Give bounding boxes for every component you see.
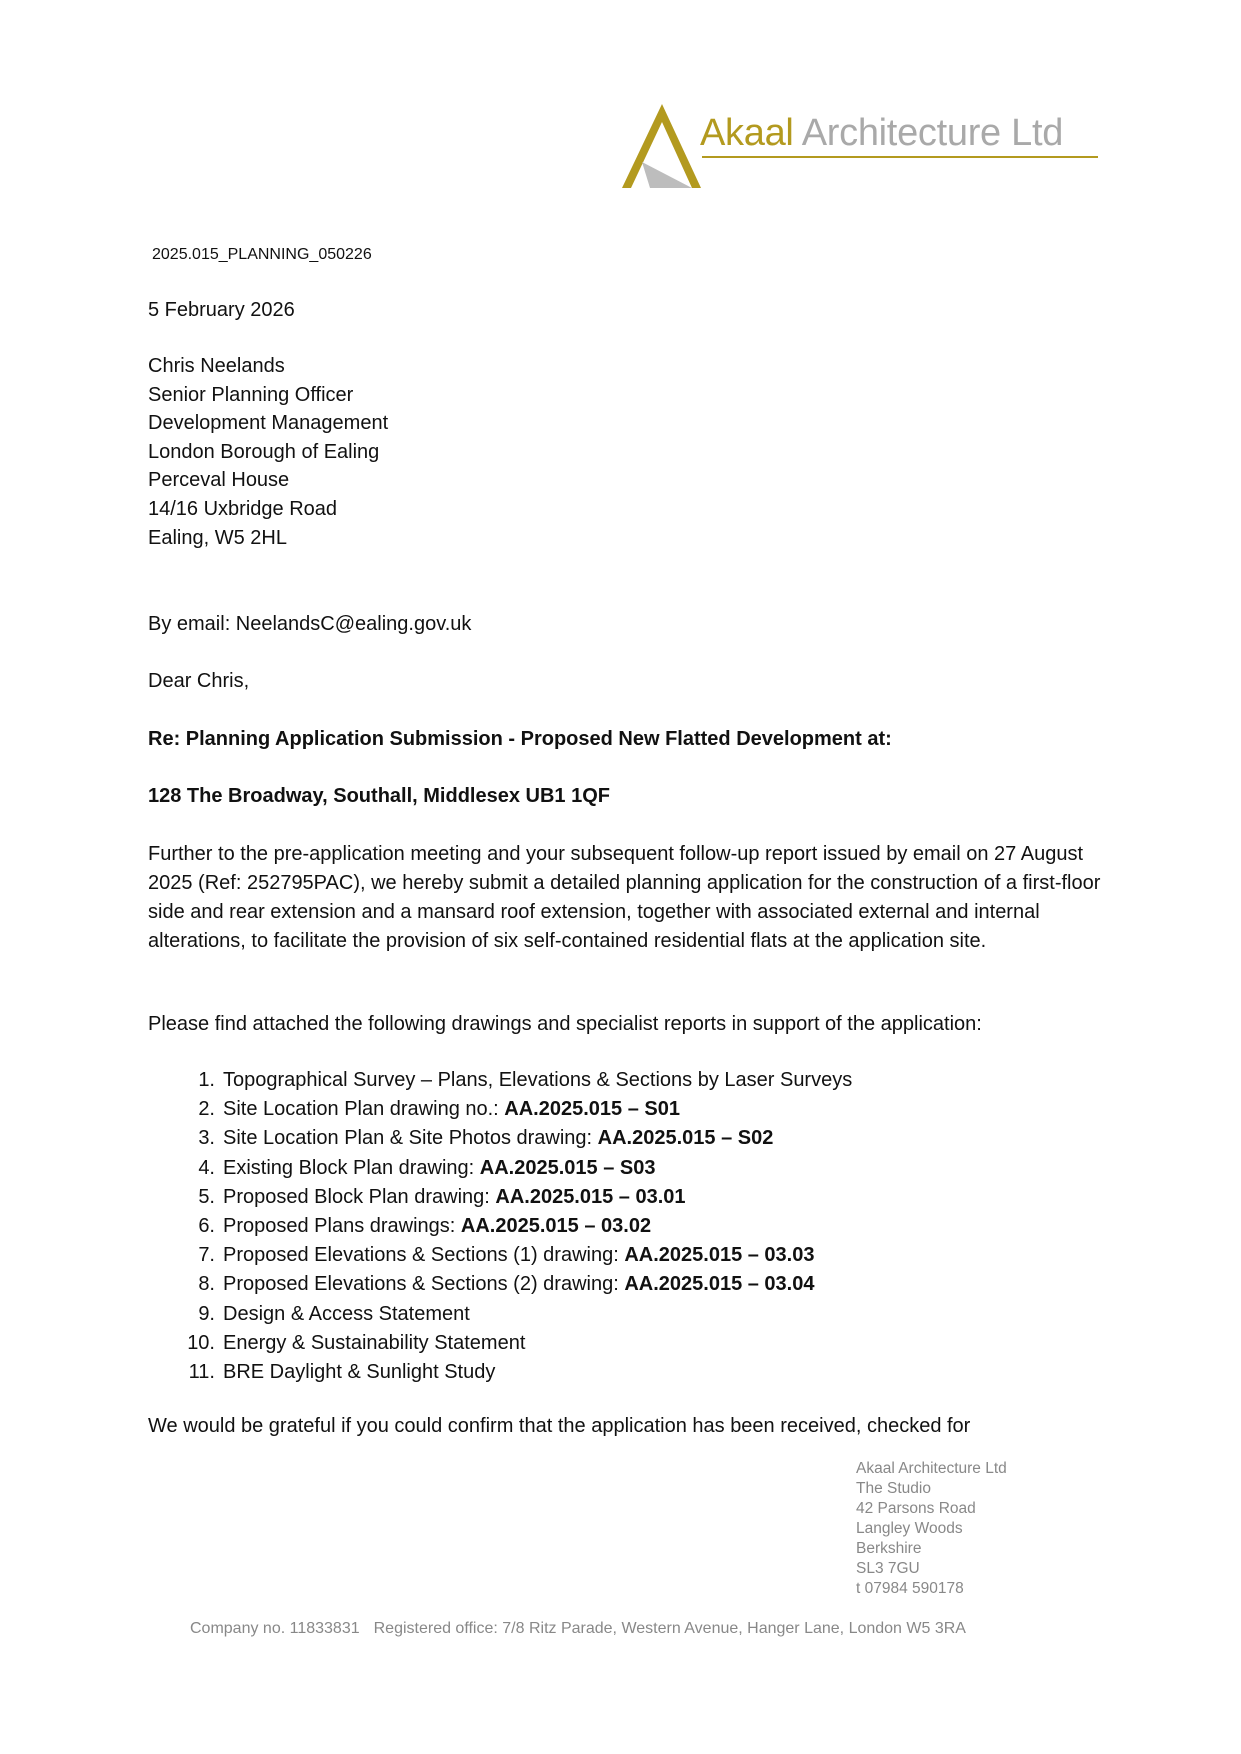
recipient-line: Chris Neelands (148, 355, 285, 377)
list-item: 2. Site Location Plan drawing no.: AA.2025.015 – S01 (198, 1098, 680, 1121)
footer-address-line: Akaal Architecture Ltd (856, 1460, 1007, 1477)
site-address: 128 The Broadway, Southall, Middlesex UB1 1QF (148, 785, 610, 807)
list-item: 10. Energy & Sustainability Statement (187, 1331, 526, 1354)
list-item: 11. BRE Daylight & Sunlight Study (188, 1360, 496, 1383)
footer-address (856, 1459, 1007, 1599)
subject-line: Re: Planning Application Submission - Proposed New Flatted Development at: (148, 728, 892, 750)
recipient-line: 14/16 Uxbridge Road (148, 497, 338, 520)
footer-address-line: Langley Woods (856, 1520, 963, 1537)
documents-list (148, 1066, 852, 1387)
list-item: 8. Proposed Elevations & Sections (2) drawing: AA.2025.015 – 03.04 (198, 1273, 815, 1296)
footer-address-line: Berkshire (856, 1540, 922, 1557)
company-logo (622, 100, 1102, 192)
list-item: 4. Existing Block Plan drawing: AA.2025.015 – S03 (198, 1156, 656, 1179)
footer-phone: t 07984 590178 (856, 1580, 964, 1597)
document-reference: 2025.015_PLANNING_050226 (152, 246, 372, 263)
recipient-line: Development Management (148, 412, 389, 435)
list-item: 9. Design & Access Statement (198, 1302, 470, 1325)
salutation: Dear Chris, (148, 670, 250, 692)
recipient-line: Ealing, W5 2HL (148, 526, 287, 549)
logo-underline (702, 156, 1098, 158)
footer-address-line: SL3 7GU (856, 1560, 920, 1577)
closing-paragraph: We would be grateful if you could confirm that the application has been received, checked for (148, 1415, 971, 1437)
list-item: 3. Site Location Plan & Site Photos drawing: AA.2025.015 – S02 (198, 1127, 774, 1150)
footer-address-line: 42 Parsons Road (856, 1500, 976, 1517)
logo-name-architecture: Architecture Ltd (801, 112, 1064, 154)
list-item: 7. Proposed Elevations & Sections (1) drawing: AA.2025.015 – 03.03 (198, 1244, 815, 1267)
list-item: 6. Proposed Plans drawings: AA.2025.015 – 03.02 (198, 1214, 652, 1237)
company-registration (190, 1620, 966, 1638)
triangle-logo-icon (622, 100, 702, 192)
intro-paragraph: Further to the pre-application meeting and your subsequent follow-up report issued by email on 27 August 2025 (Ref: 252795PAC), we hereby submit a detailed planning application for the construction of a first-floor side and rear extension and a mansard roof extension, together with associated external and internal alterations, to facilitate the provision of six self-contained residential flats at the application site. (148, 843, 1101, 952)
registered-office: Registered office: 7/8 Ritz Parade, Western Avenue, Hanger Lane, London W5 3RA (373, 1620, 966, 1637)
list-item: 5. Proposed Block Plan drawing: AA.2025.015 – 03.01 (198, 1185, 686, 1208)
footer-address-line: The Studio (856, 1480, 931, 1497)
attachments-intro: Please find attached the following drawings and specialist reports in support of the application: (148, 1013, 982, 1035)
company-number: Company no. 11833831 (190, 1620, 360, 1637)
recipient-line: Perceval House (148, 469, 290, 492)
recipient-address (148, 352, 388, 552)
recipient-line: Senior Planning Officer (148, 383, 354, 406)
list-item: 1. Topographical Survey – Plans, Elevations & Sections by Laser Surveys (198, 1069, 853, 1091)
logo-name-akaal: Akaal (700, 112, 794, 154)
recipient-line: London Borough of Ealing (148, 440, 380, 463)
email-line: By email: NeelandsC@ealing.gov.uk (148, 613, 472, 635)
logo-wordmark (700, 112, 1063, 155)
letter-date: 5 February 2026 (148, 299, 295, 321)
